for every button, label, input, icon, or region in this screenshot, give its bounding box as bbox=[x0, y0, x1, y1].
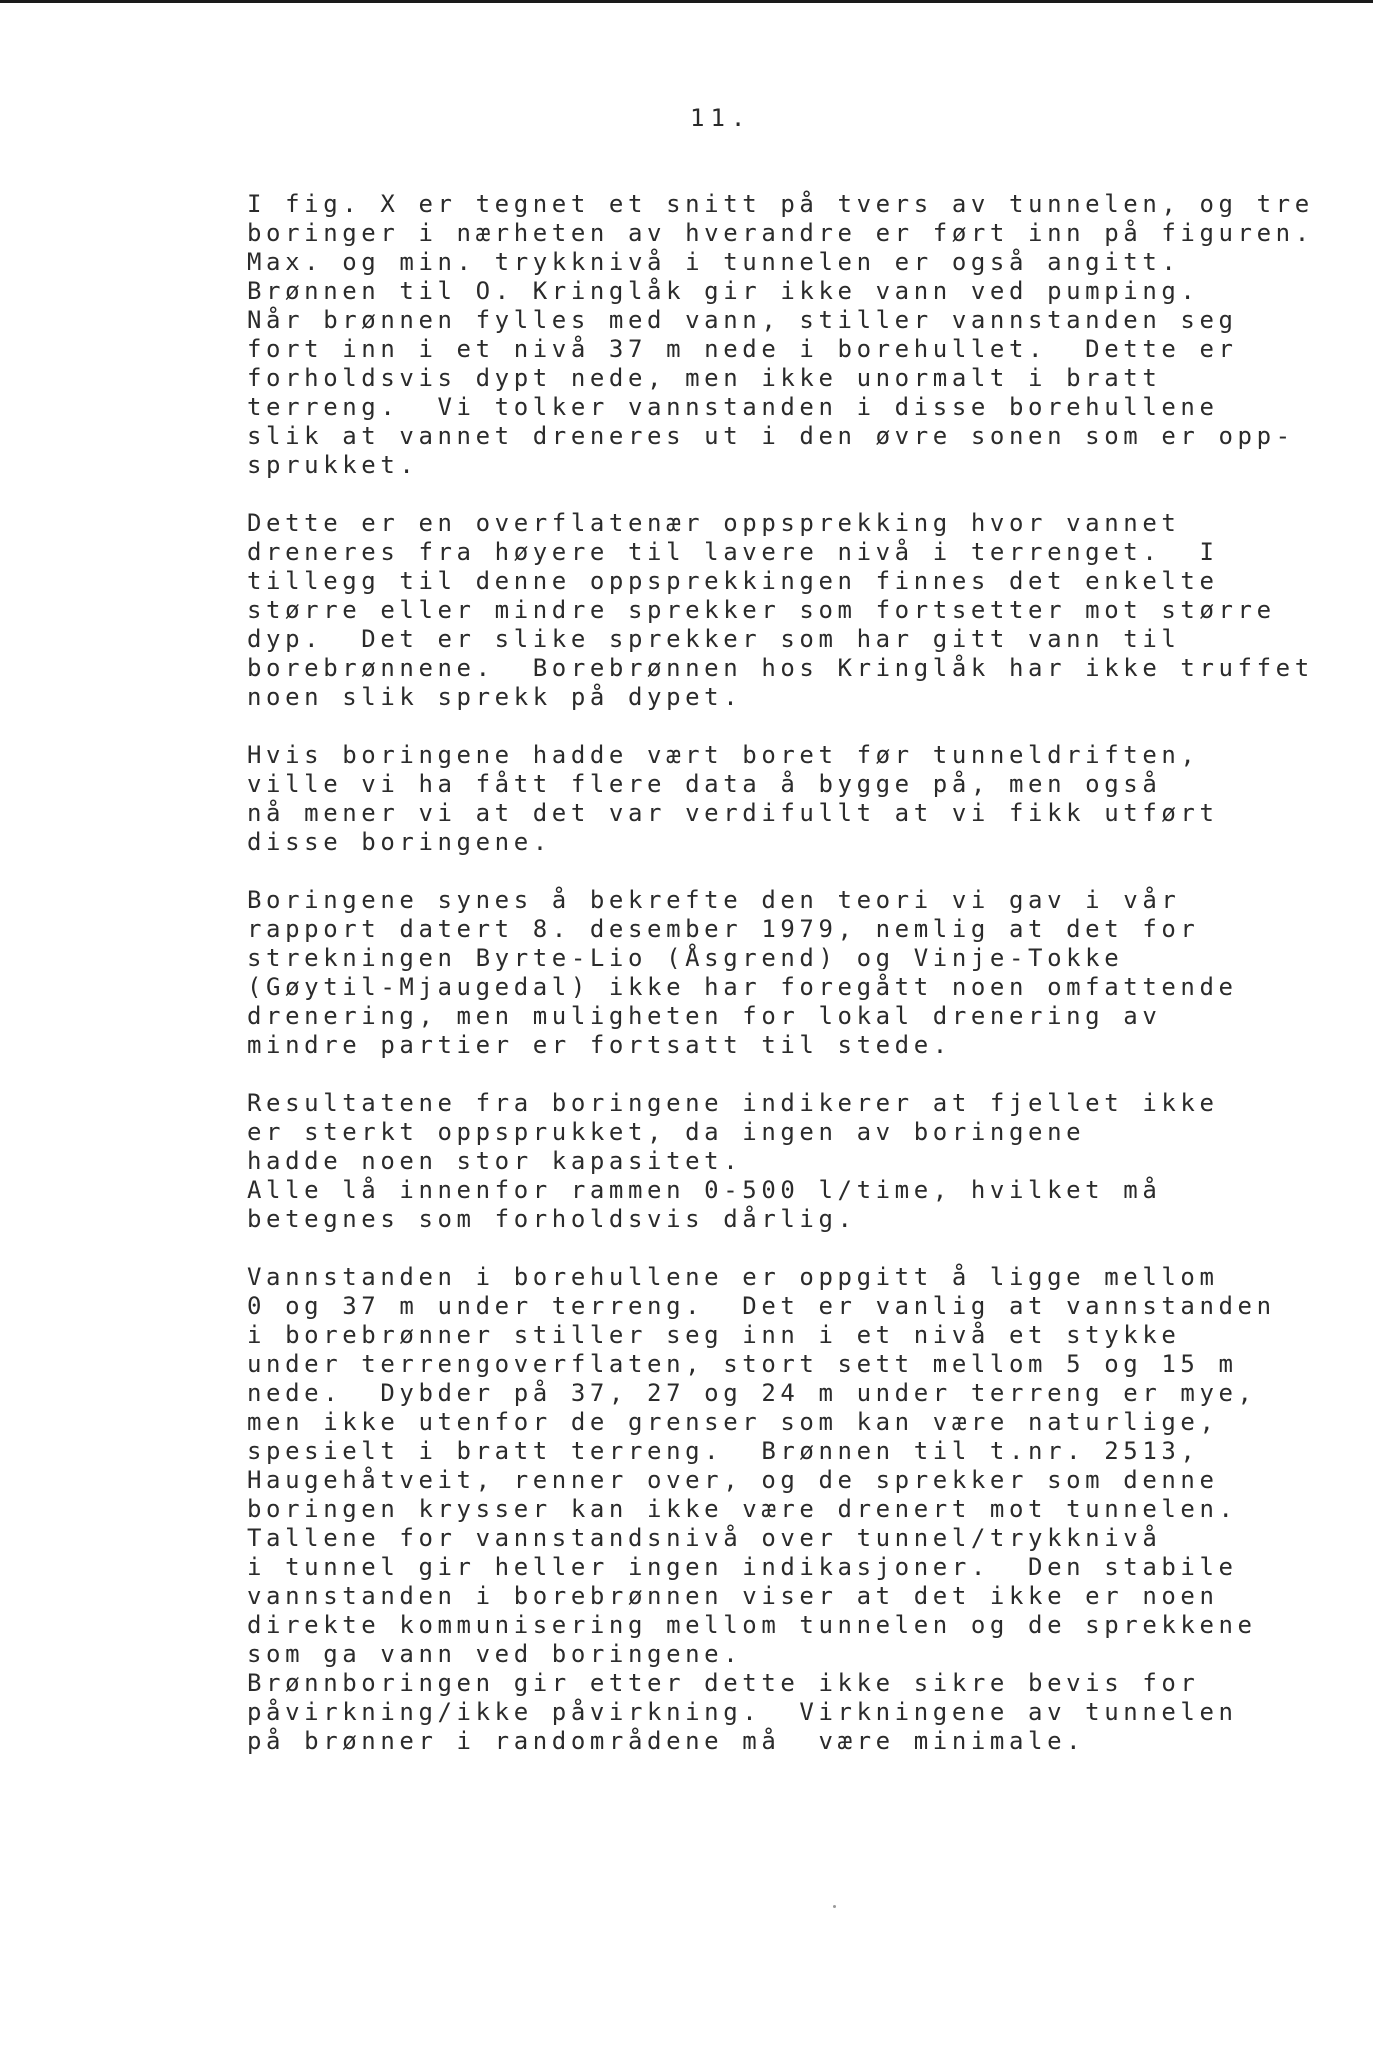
text-line: direkte kommunisering mellom tunnelen og de sprekkene bbox=[247, 1611, 1257, 1639]
text-line: borebrønnene. Borebrønnen hos Kringlåk har ikke truffet bbox=[247, 654, 1314, 682]
text-line: i borebrønner stiller seg inn i et nivå et stykke bbox=[247, 1321, 1181, 1349]
text-line: drenering, men muligheten for lokal drenering av bbox=[247, 1002, 1162, 1030]
paragraph bbox=[247, 741, 1247, 857]
text-line: Haugehåtveit, renner over, og de sprekker som denne bbox=[247, 1466, 1219, 1494]
body-text bbox=[247, 190, 1314, 1785]
text-line: Hvis boringene hadde vært boret før tunneldriften, bbox=[247, 741, 1200, 769]
text-line: på brønner i randområdene må være minimale. bbox=[247, 1727, 1086, 1755]
text-line: ville vi ha fått flere data å bygge på, men også bbox=[247, 770, 1162, 798]
text-line: som ga vann ved boringene. bbox=[247, 1640, 743, 1668]
text-line: Brønnboringen gir etter dette ikke sikre bevis for bbox=[247, 1669, 1200, 1697]
text-line: nå mener vi at det var verdifullt at vi fikk utført bbox=[247, 799, 1219, 827]
text-line: nede. Dybder på 37, 27 og 24 m under terreng er mye, bbox=[247, 1379, 1257, 1407]
text-line: rapport datert 8. desember 1979, nemlig at det for bbox=[247, 915, 1200, 943]
text-line: Alle lå innenfor rammen 0-500 l/time, hvilket må bbox=[247, 1176, 1162, 1204]
text-line: fort inn i et nivå 37 m nede i borehullet. Dette er bbox=[247, 335, 1238, 363]
paragraph bbox=[247, 1089, 1247, 1234]
text-line: tillegg til denne oppsprekkingen finnes det enkelte bbox=[247, 567, 1219, 595]
text-line: hadde noen stor kapasitet. bbox=[247, 1147, 743, 1175]
scan-speck bbox=[833, 1905, 836, 1908]
text-line: påvirkning/ikke påvirkning. Virkningene av tunnelen bbox=[247, 1698, 1238, 1726]
text-line: Dette er en overflatenær oppsprekking hvor vannet bbox=[247, 509, 1181, 537]
text-line: strekningen Byrte-Lio (Åsgrend) og Vinje-Tokke bbox=[247, 944, 1124, 972]
text-line: men ikke utenfor de grenser som kan være naturlige, bbox=[247, 1408, 1219, 1436]
text-line: under terrengoverflaten, stort sett mellom 5 og 15 m bbox=[247, 1350, 1238, 1378]
text-line: Boringene synes å bekrefte den teori vi gav i vår bbox=[247, 886, 1181, 914]
text-line: Max. og min. trykknivå i tunnelen er også angitt. bbox=[247, 248, 1181, 276]
scan-top-border bbox=[0, 0, 1373, 3]
text-line: Vannstanden i borehullene er oppgitt å ligge mellom bbox=[247, 1263, 1219, 1291]
text-line: er sterkt oppsprukket, da ingen av boringene bbox=[247, 1118, 1086, 1146]
text-line: 0 og 37 m under terreng. Det er vanlig at vannstanden bbox=[247, 1292, 1276, 1320]
paragraph bbox=[247, 886, 1247, 1060]
text-line: betegnes som forholdsvis dårlig. bbox=[247, 1205, 857, 1233]
text-line: spesielt i bratt terreng. Brønnen til t.nr. 2513, bbox=[247, 1437, 1200, 1465]
text-line: dyp. Det er slike sprekker som har gitt vann til bbox=[247, 625, 1181, 653]
page-number: 11. bbox=[690, 104, 752, 132]
text-line: disse boringene. bbox=[247, 828, 552, 856]
text-line: boringen krysser kan ikke være drenert mot tunnelen. bbox=[247, 1495, 1238, 1523]
text-line: i tunnel gir heller ingen indikasjoner. Den stabile bbox=[247, 1553, 1238, 1581]
text-line: Tallene for vannstandsnivå over tunnel/trykknivå bbox=[247, 1524, 1162, 1552]
text-line: Brønnen til O. Kringlåk gir ikke vann ved pumping. bbox=[247, 277, 1200, 305]
text-line: slik at vannet dreneres ut i den øvre sonen som er opp- bbox=[247, 422, 1295, 450]
text-line: Resultatene fra boringene indikerer at fjellet ikke bbox=[247, 1089, 1219, 1117]
paragraph bbox=[247, 190, 1314, 480]
text-line: boringer i nærheten av hverandre er ført inn på figuren. bbox=[247, 219, 1314, 247]
text-line: Når brønnen fylles med vann, stiller vannstanden seg bbox=[247, 306, 1238, 334]
text-line: større eller mindre sprekker som fortsetter mot større bbox=[247, 596, 1276, 624]
text-line: terreng. Vi tolker vannstanden i disse borehullene bbox=[247, 393, 1219, 421]
text-line: forholdsvis dypt nede, men ikke unormalt i bratt bbox=[247, 364, 1162, 392]
text-line: vannstanden i borebrønnen viser at det ikke er noen bbox=[247, 1582, 1219, 1610]
text-line: dreneres fra høyere til lavere nivå i terrenget. I bbox=[247, 538, 1219, 566]
text-line: I fig. X er tegnet et snitt på tvers av tunnelen, og tre bbox=[247, 190, 1314, 218]
text-line: mindre partier er fortsatt til stede. bbox=[247, 1031, 952, 1059]
paragraph bbox=[247, 509, 1314, 712]
text-line: noen slik sprekk på dypet. bbox=[247, 683, 743, 711]
paragraph bbox=[247, 1263, 1276, 1756]
text-line: (Gøytil-Mjaugedal) ikke har foregått noen omfattende bbox=[247, 973, 1238, 1001]
text-line: sprukket. bbox=[247, 451, 419, 479]
